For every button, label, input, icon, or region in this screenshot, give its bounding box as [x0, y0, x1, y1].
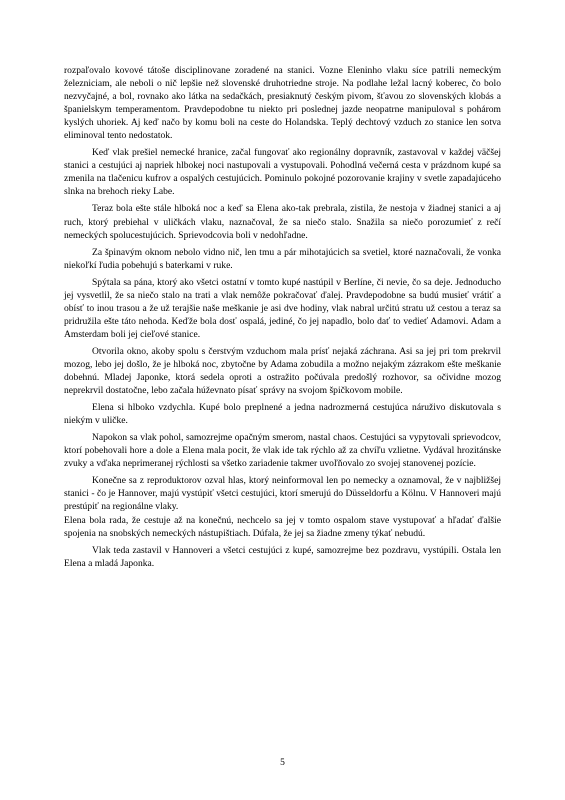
paragraph: Elena bola rada, že cestuje až na konečnú, nechcelo sa jej v tomto ospalom stave vystupovať a hľadať ďalšie spojenia na snobských nemeckých nástupištiach. Dúfala, že jej sa žiadne zmeny týkať nebudú.	[64, 514, 501, 539]
paragraph: Teraz bola ešte stále hlboká noc a keď sa Elena ako-tak prebrala, zistila, že nestoja v žiadnej stanici a aj ruch, ktorý prebiehal v uličkách vlaku, naznačoval, že sa niečo stalo. Snažila sa niečo porozumieť z rečí nemeckých spolucestujúcich. Sprievodcovia boli v nedohľadne.	[64, 203, 501, 241]
paragraph: Spýtala sa pána, ktorý ako všetci ostatní v tomto kupé nastúpil v Berlíne, či nevie, čo sa deje. Jednoducho jej vysvetlil, že sa niečo stalo na trati a vlak nemôže pokračovať ďalej. Pravdepodobne sa budú musieť vrátiť a obísť to inou trasou a že už terajšie naše meškanie je asi dve hodiny, vlak nabral určitú stratu už cestou a teraz sa pridružila ešte táto nehoda. Keďže bola dosť ospalá, jediné, čo jej napadlo, bolo dať to vedieť Adamovi. Adam a Amsterdam boli jej cieľové stanice.	[64, 276, 501, 340]
paragraph: Otvorila okno, akoby spolu s čerstvým vzduchom mala prísť nejaká záchrana. Asi sa jej pri tom prekrvil mozog, lebo jej došlo, že je hlboká noc, zbytočne by Adama zobudila a možno nejakým zázrakom ešte meškanie dobehnú. Mladej Japonke, ktorá sedela oproti a ostražito počúvala predošlý rozhovor, sa očividne mozog neprekrvil dostatočne, lebo začala húževnato písať správy na svojom špičkovom mobile.	[64, 345, 501, 397]
paragraph: Za špinavým oknom nebolo vidno nič, len tmu a pár mihotajúcich sa svetiel, ktoré naznačovali, že vonka niekoľkí ľudia pobehujú s baterkami v ruke.	[64, 246, 501, 271]
paragraph: Keď vlak prešiel nemecké hranice, začal fungovať ako regionálny dopravník, zastavoval v každej väčšej stanici a cestujúci aj napriek hlbokej noci nastupovali a vystupovali. Pohodlná večerná cesta v prázdnom kupé sa zmenila na tlačenicu kufrov a ospalých cestujúcich. Pominulo pokojné pozorovanie krajiny v svetle zapadajúceho slnka na brehoch rieky Labe.	[64, 147, 501, 198]
paragraph: Konečne sa z reproduktorov ozval hlas, ktorý neinformoval len po nemecky a oznamoval, že v najbližšej stanici - čo je Hannover, majú vystúpiť všetci cestujúci, ktorí smerujú do Düsseldorfu a Kölnu. V Hannoveri majú prestúpiť na regionálne vlaky.	[64, 475, 501, 513]
body-text	[64, 64, 501, 574]
paragraph: Vlak teda zastavil v Hannoveri a všetci cestujúci z kupé, samozrejme bez pozdravu, vystúpili. Ostala len Elena a mladá Japonka.	[64, 544, 501, 569]
paragraph: Elena si hlboko vzdychla. Kupé bolo preplnené a jedna nadrozmerná cestujúca náruživo diskutovala s niekým v uličke.	[64, 402, 501, 427]
page-number: 5	[280, 758, 285, 768]
paragraph: Napokon sa vlak pohol, samozrejme opačným smerom, nastal chaos. Cestujúci sa vypytovali sprievodcov, ktorí pobehovali hore a dole a Elena mala pocit, že vlak ide tak rýchlo až za chvíľu vzlietne. Vydával hrozitánske zvuky a vďaka neprimeranej rýchlosti sa všetko zariadenie takmer uvoľňovalo zo svojej stanovenej pozície.	[64, 432, 501, 470]
paragraph: rozpaľovalo kovové tátoše disciplinovane zoradené na stanici. Vozne Eleninho vlaku síce patrili nemeckým železniciam, ale neboli o nič lepšie než slovenské druhotriedne stroje. Na podlahe ležal lacný koberec, čo bolo nezvyčajné, a bol, rovnako ako látka na sedačkách, presiaknutý českým pivom, šťavou zo slovenských klobás a španielskym temperamentom. Pravdepodobne tu niekto pri poslednej jazde neopatrne manipuloval s pohárom kyslých uhoriek. Aj keď načo by komu boli na ceste do Holandska. Teplý dechtový vzduch zo stanice len sotva eliminoval tento nedostatok.	[64, 65, 501, 142]
